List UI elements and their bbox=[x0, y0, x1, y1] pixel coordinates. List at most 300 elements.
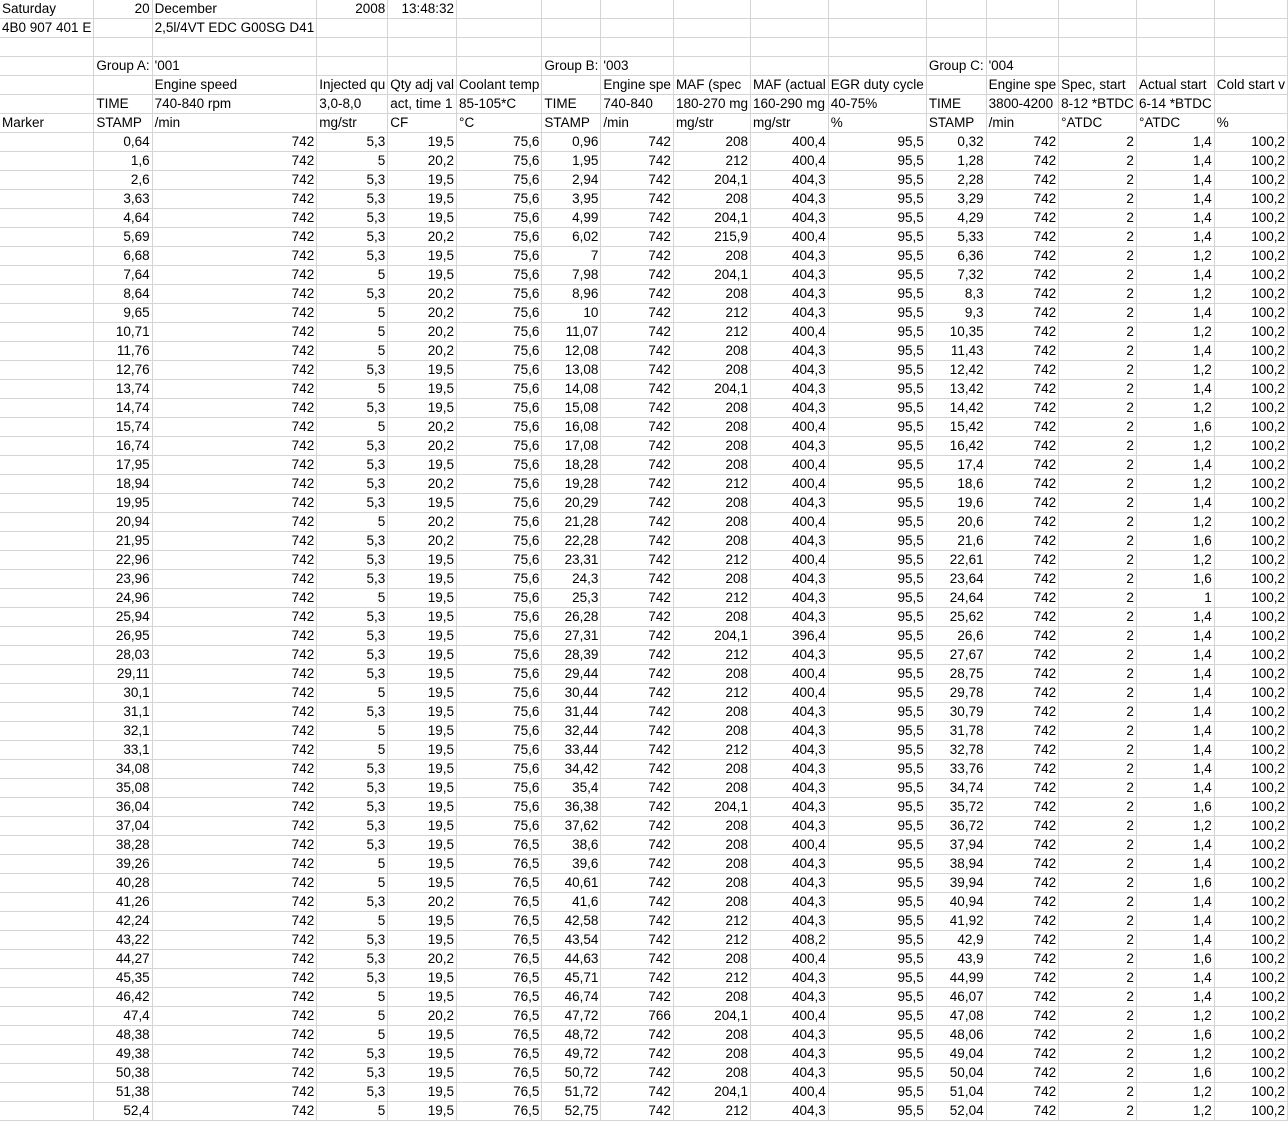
data-cell[interactable]: 212 bbox=[673, 912, 750, 931]
data-cell[interactable]: 2 bbox=[1059, 285, 1137, 304]
data-cell[interactable]: 100,2 bbox=[1214, 665, 1287, 684]
data-cell[interactable]: 742 bbox=[986, 456, 1059, 475]
data-cell[interactable] bbox=[0, 437, 94, 456]
header-cell[interactable] bbox=[601, 19, 674, 38]
data-cell[interactable]: 95,5 bbox=[828, 209, 926, 228]
data-cell[interactable]: 404,3 bbox=[751, 969, 829, 988]
header-cell[interactable]: 8-12 *BTDC bbox=[1059, 95, 1137, 114]
data-cell[interactable]: 25,62 bbox=[926, 608, 986, 627]
data-cell[interactable]: 400,4 bbox=[751, 133, 829, 152]
data-cell[interactable]: 95,5 bbox=[828, 855, 926, 874]
data-cell[interactable]: 43,9 bbox=[926, 950, 986, 969]
data-cell[interactable]: 2 bbox=[1059, 836, 1137, 855]
data-cell[interactable] bbox=[0, 190, 94, 209]
data-cell[interactable]: 742 bbox=[601, 285, 674, 304]
data-cell[interactable] bbox=[0, 703, 94, 722]
data-cell[interactable] bbox=[0, 304, 94, 323]
data-cell[interactable]: 16,74 bbox=[94, 437, 152, 456]
data-cell[interactable]: 2,6 bbox=[94, 171, 152, 190]
data-cell[interactable]: 27,31 bbox=[542, 627, 601, 646]
data-cell[interactable]: 48,38 bbox=[94, 1026, 152, 1045]
data-cell[interactable]: 95,5 bbox=[828, 817, 926, 836]
data-cell[interactable]: 5,3 bbox=[317, 399, 388, 418]
data-cell[interactable]: 30,79 bbox=[926, 703, 986, 722]
data-cell[interactable]: 75,6 bbox=[457, 475, 542, 494]
data-cell[interactable]: 5 bbox=[317, 1007, 388, 1026]
data-cell[interactable]: 404,3 bbox=[751, 247, 829, 266]
data-cell[interactable]: 208 bbox=[673, 342, 750, 361]
data-cell[interactable]: 742 bbox=[152, 817, 317, 836]
data-cell[interactable]: 5 bbox=[317, 912, 388, 931]
data-cell[interactable]: 46,42 bbox=[94, 988, 152, 1007]
data-cell[interactable]: 76,5 bbox=[457, 1045, 542, 1064]
data-cell[interactable]: 1,2 bbox=[1136, 475, 1214, 494]
data-cell[interactable]: 76,5 bbox=[457, 836, 542, 855]
data-cell[interactable] bbox=[0, 494, 94, 513]
data-cell[interactable]: 52,75 bbox=[542, 1102, 601, 1121]
data-cell[interactable]: 19,5 bbox=[388, 494, 457, 513]
data-cell[interactable]: 1,4 bbox=[1136, 912, 1214, 931]
data-cell[interactable]: 33,1 bbox=[94, 741, 152, 760]
data-cell[interactable] bbox=[0, 133, 94, 152]
data-cell[interactable]: 742 bbox=[601, 589, 674, 608]
data-cell[interactable]: 46,07 bbox=[926, 988, 986, 1007]
data-cell[interactable]: 19,5 bbox=[388, 1064, 457, 1083]
data-cell[interactable] bbox=[0, 513, 94, 532]
data-cell[interactable]: 19,5 bbox=[388, 399, 457, 418]
data-cell[interactable]: 742 bbox=[152, 190, 317, 209]
data-cell[interactable]: 5 bbox=[317, 323, 388, 342]
data-cell[interactable]: 95,5 bbox=[828, 1007, 926, 1026]
data-cell[interactable]: 95,5 bbox=[828, 703, 926, 722]
data-cell[interactable]: 8,3 bbox=[926, 285, 986, 304]
data-cell[interactable]: 26,6 bbox=[926, 627, 986, 646]
data-cell[interactable]: 212 bbox=[673, 741, 750, 760]
data-cell[interactable]: 75,6 bbox=[457, 380, 542, 399]
data-cell[interactable]: 95,5 bbox=[828, 1045, 926, 1064]
data-cell[interactable]: 100,2 bbox=[1214, 570, 1287, 589]
header-cell[interactable]: Coolant temp bbox=[457, 76, 542, 95]
data-cell[interactable]: 19,28 bbox=[542, 475, 601, 494]
data-cell[interactable]: 404,3 bbox=[751, 1045, 829, 1064]
data-cell[interactable]: 2 bbox=[1059, 361, 1137, 380]
data-cell[interactable]: 742 bbox=[152, 437, 317, 456]
data-cell[interactable]: 76,5 bbox=[457, 1026, 542, 1045]
header-cell[interactable] bbox=[542, 19, 601, 38]
data-cell[interactable]: 100,2 bbox=[1214, 532, 1287, 551]
data-cell[interactable]: 41,6 bbox=[542, 893, 601, 912]
data-cell[interactable]: 2 bbox=[1059, 703, 1137, 722]
data-cell[interactable]: 212 bbox=[673, 475, 750, 494]
data-cell[interactable]: 742 bbox=[152, 855, 317, 874]
data-cell[interactable]: 742 bbox=[152, 912, 317, 931]
header-cell[interactable]: Saturday bbox=[0, 0, 94, 19]
data-cell[interactable]: 742 bbox=[601, 418, 674, 437]
data-cell[interactable]: 36,38 bbox=[542, 798, 601, 817]
data-cell[interactable]: 75,6 bbox=[457, 779, 542, 798]
data-cell[interactable]: 400,4 bbox=[751, 152, 829, 171]
data-cell[interactable]: 396,4 bbox=[751, 627, 829, 646]
data-cell[interactable]: 742 bbox=[601, 380, 674, 399]
data-cell[interactable]: 1,2 bbox=[1136, 1102, 1214, 1121]
data-cell[interactable]: 1,4 bbox=[1136, 494, 1214, 513]
data-cell[interactable]: 742 bbox=[152, 741, 317, 760]
data-cell[interactable]: 44,99 bbox=[926, 969, 986, 988]
data-cell[interactable] bbox=[0, 380, 94, 399]
data-cell[interactable]: 5,33 bbox=[926, 228, 986, 247]
data-cell[interactable]: 408,2 bbox=[751, 931, 829, 950]
data-cell[interactable]: 212 bbox=[673, 931, 750, 950]
data-cell[interactable]: 75,6 bbox=[457, 228, 542, 247]
data-cell[interactable]: 400,4 bbox=[751, 836, 829, 855]
data-cell[interactable]: 400,4 bbox=[751, 950, 829, 969]
data-cell[interactable]: 742 bbox=[986, 475, 1059, 494]
data-cell[interactable] bbox=[0, 855, 94, 874]
data-cell[interactable]: 52,4 bbox=[94, 1102, 152, 1121]
data-cell[interactable]: 95,5 bbox=[828, 1064, 926, 1083]
header-cell[interactable] bbox=[388, 57, 457, 76]
data-cell[interactable]: 20,2 bbox=[388, 342, 457, 361]
data-cell[interactable]: 95,5 bbox=[828, 608, 926, 627]
data-cell[interactable]: 2 bbox=[1059, 133, 1137, 152]
data-cell[interactable]: 742 bbox=[601, 323, 674, 342]
header-cell[interactable] bbox=[986, 0, 1059, 19]
data-cell[interactable]: 32,1 bbox=[94, 722, 152, 741]
header-cell[interactable] bbox=[1214, 0, 1287, 19]
data-cell[interactable]: 208 bbox=[673, 950, 750, 969]
data-cell[interactable]: 404,3 bbox=[751, 893, 829, 912]
data-cell[interactable]: 5 bbox=[317, 380, 388, 399]
data-cell[interactable]: 208 bbox=[673, 190, 750, 209]
data-cell[interactable]: 212 bbox=[673, 152, 750, 171]
data-cell[interactable]: 20,2 bbox=[388, 513, 457, 532]
data-cell[interactable]: 2 bbox=[1059, 152, 1137, 171]
data-cell[interactable]: 208 bbox=[673, 247, 750, 266]
data-cell[interactable]: 100,2 bbox=[1214, 1007, 1287, 1026]
data-cell[interactable]: 1,6 bbox=[1136, 532, 1214, 551]
data-cell[interactable]: 100,2 bbox=[1214, 836, 1287, 855]
data-cell[interactable]: 2 bbox=[1059, 988, 1137, 1007]
header-cell[interactable]: 2,5l/4VT EDC G00SG D41 bbox=[152, 19, 317, 38]
data-cell[interactable]: 212 bbox=[673, 589, 750, 608]
data-cell[interactable]: 100,2 bbox=[1214, 760, 1287, 779]
data-cell[interactable]: 75,6 bbox=[457, 741, 542, 760]
data-cell[interactable]: 100,2 bbox=[1214, 1102, 1287, 1121]
data-cell[interactable]: 742 bbox=[152, 1064, 317, 1083]
data-cell[interactable]: 19,5 bbox=[388, 209, 457, 228]
header-cell[interactable]: '003 bbox=[601, 57, 674, 76]
data-cell[interactable]: 29,44 bbox=[542, 665, 601, 684]
data-cell[interactable] bbox=[0, 798, 94, 817]
data-cell[interactable]: 742 bbox=[986, 722, 1059, 741]
data-cell[interactable]: 404,3 bbox=[751, 988, 829, 1007]
data-cell[interactable]: 95,5 bbox=[828, 380, 926, 399]
data-cell[interactable]: 42,58 bbox=[542, 912, 601, 931]
data-cell[interactable] bbox=[0, 1064, 94, 1083]
data-cell[interactable]: 19,5 bbox=[388, 190, 457, 209]
data-cell[interactable]: 5 bbox=[317, 722, 388, 741]
data-cell[interactable]: 742 bbox=[152, 1083, 317, 1102]
header-cell[interactable]: 85-105*C bbox=[457, 95, 542, 114]
data-cell[interactable]: 742 bbox=[986, 399, 1059, 418]
data-cell[interactable]: 742 bbox=[601, 456, 674, 475]
data-cell[interactable]: 1 bbox=[1136, 589, 1214, 608]
header-cell[interactable] bbox=[1136, 38, 1214, 57]
data-cell[interactable]: 5 bbox=[317, 1026, 388, 1045]
data-cell[interactable]: 742 bbox=[152, 418, 317, 437]
data-cell[interactable]: 31,78 bbox=[926, 722, 986, 741]
data-cell[interactable]: 50,04 bbox=[926, 1064, 986, 1083]
data-cell[interactable]: 75,6 bbox=[457, 456, 542, 475]
data-cell[interactable]: 204,1 bbox=[673, 1083, 750, 1102]
data-cell[interactable]: 47,72 bbox=[542, 1007, 601, 1026]
data-cell[interactable]: 100,2 bbox=[1214, 608, 1287, 627]
data-cell[interactable]: 742 bbox=[986, 855, 1059, 874]
data-cell[interactable]: 400,4 bbox=[751, 1007, 829, 1026]
data-cell[interactable]: 1,2 bbox=[1136, 361, 1214, 380]
data-cell[interactable]: 19,5 bbox=[388, 1026, 457, 1045]
data-cell[interactable]: 100,2 bbox=[1214, 950, 1287, 969]
header-cell[interactable]: Cold start v bbox=[1214, 76, 1287, 95]
data-cell[interactable]: 742 bbox=[152, 532, 317, 551]
data-cell[interactable]: 400,4 bbox=[751, 228, 829, 247]
data-cell[interactable]: 19,5 bbox=[388, 380, 457, 399]
data-cell[interactable]: 4,64 bbox=[94, 209, 152, 228]
header-cell[interactable] bbox=[601, 38, 674, 57]
data-cell[interactable]: 742 bbox=[601, 912, 674, 931]
data-cell[interactable]: 76,5 bbox=[457, 950, 542, 969]
data-cell[interactable]: 22,61 bbox=[926, 551, 986, 570]
data-cell[interactable]: 742 bbox=[152, 228, 317, 247]
data-cell[interactable]: 2 bbox=[1059, 304, 1137, 323]
data-cell[interactable]: 404,3 bbox=[751, 722, 829, 741]
data-cell[interactable]: 75,6 bbox=[457, 513, 542, 532]
data-cell[interactable]: 1,2 bbox=[1136, 323, 1214, 342]
data-cell[interactable]: 76,5 bbox=[457, 1083, 542, 1102]
data-cell[interactable]: 75,6 bbox=[457, 361, 542, 380]
data-cell[interactable]: 95,5 bbox=[828, 266, 926, 285]
header-cell[interactable] bbox=[828, 19, 926, 38]
header-cell[interactable] bbox=[1214, 19, 1287, 38]
header-cell[interactable]: 180-270 mg bbox=[673, 95, 750, 114]
data-cell[interactable]: 1,4 bbox=[1136, 779, 1214, 798]
data-cell[interactable]: 95,5 bbox=[828, 570, 926, 589]
data-cell[interactable]: 404,3 bbox=[751, 532, 829, 551]
data-cell[interactable]: 1,4 bbox=[1136, 969, 1214, 988]
data-cell[interactable]: 3,95 bbox=[542, 190, 601, 209]
data-cell[interactable]: 742 bbox=[986, 133, 1059, 152]
data-cell[interactable]: 204,1 bbox=[673, 798, 750, 817]
data-cell[interactable]: 208 bbox=[673, 399, 750, 418]
data-cell[interactable]: 742 bbox=[601, 798, 674, 817]
header-cell[interactable]: 40-75% bbox=[828, 95, 926, 114]
data-cell[interactable]: 404,3 bbox=[751, 285, 829, 304]
data-cell[interactable]: 2 bbox=[1059, 171, 1137, 190]
data-cell[interactable]: 20,6 bbox=[926, 513, 986, 532]
data-cell[interactable]: 1,2 bbox=[1136, 1083, 1214, 1102]
data-cell[interactable]: 33,44 bbox=[542, 741, 601, 760]
data-cell[interactable]: 208 bbox=[673, 1026, 750, 1045]
data-cell[interactable]: 95,5 bbox=[828, 342, 926, 361]
data-cell[interactable]: 20,94 bbox=[94, 513, 152, 532]
header-cell[interactable]: '001 bbox=[152, 57, 317, 76]
data-cell[interactable]: 75,6 bbox=[457, 418, 542, 437]
data-cell[interactable]: 100,2 bbox=[1214, 285, 1287, 304]
data-cell[interactable]: 742 bbox=[986, 513, 1059, 532]
data-cell[interactable]: 20,2 bbox=[388, 304, 457, 323]
data-cell[interactable]: 742 bbox=[152, 646, 317, 665]
data-cell[interactable]: 5,3 bbox=[317, 1064, 388, 1083]
data-cell[interactable]: 100,2 bbox=[1214, 247, 1287, 266]
data-cell[interactable]: 100,2 bbox=[1214, 190, 1287, 209]
data-cell[interactable]: 1,4 bbox=[1136, 931, 1214, 950]
data-cell[interactable]: 404,3 bbox=[751, 646, 829, 665]
data-cell[interactable]: 100,2 bbox=[1214, 893, 1287, 912]
data-cell[interactable] bbox=[0, 741, 94, 760]
data-cell[interactable]: 19,5 bbox=[388, 760, 457, 779]
data-cell[interactable]: 1,6 bbox=[94, 152, 152, 171]
data-cell[interactable]: 742 bbox=[152, 133, 317, 152]
data-cell[interactable]: 766 bbox=[601, 1007, 674, 1026]
data-cell[interactable]: 742 bbox=[986, 247, 1059, 266]
data-cell[interactable]: 208 bbox=[673, 779, 750, 798]
data-cell[interactable]: 95,5 bbox=[828, 513, 926, 532]
data-cell[interactable]: 5 bbox=[317, 741, 388, 760]
data-cell[interactable]: 9,3 bbox=[926, 304, 986, 323]
data-cell[interactable]: 5,3 bbox=[317, 779, 388, 798]
data-cell[interactable]: 5 bbox=[317, 1102, 388, 1121]
data-cell[interactable]: 6,36 bbox=[926, 247, 986, 266]
data-cell[interactable]: 19,5 bbox=[388, 741, 457, 760]
data-cell[interactable]: 2 bbox=[1059, 532, 1137, 551]
data-cell[interactable]: 208 bbox=[673, 608, 750, 627]
data-cell[interactable]: 742 bbox=[986, 1045, 1059, 1064]
data-cell[interactable]: 742 bbox=[152, 570, 317, 589]
data-cell[interactable]: 208 bbox=[673, 456, 750, 475]
data-cell[interactable]: 742 bbox=[152, 760, 317, 779]
data-cell[interactable]: 34,74 bbox=[926, 779, 986, 798]
data-cell[interactable]: 5 bbox=[317, 855, 388, 874]
data-cell[interactable]: 742 bbox=[601, 437, 674, 456]
data-cell[interactable]: 742 bbox=[986, 1102, 1059, 1121]
data-cell[interactable]: 2 bbox=[1059, 494, 1137, 513]
data-cell[interactable]: 95,5 bbox=[828, 304, 926, 323]
data-cell[interactable]: 100,2 bbox=[1214, 684, 1287, 703]
data-cell[interactable]: 212 bbox=[673, 969, 750, 988]
data-cell[interactable]: 23,31 bbox=[542, 551, 601, 570]
data-cell[interactable]: 742 bbox=[986, 798, 1059, 817]
data-cell[interactable]: 19,5 bbox=[388, 608, 457, 627]
data-cell[interactable]: 19,5 bbox=[388, 1102, 457, 1121]
data-cell[interactable]: 212 bbox=[673, 646, 750, 665]
data-cell[interactable]: 742 bbox=[986, 589, 1059, 608]
data-cell[interactable]: 5,3 bbox=[317, 760, 388, 779]
data-cell[interactable]: 404,3 bbox=[751, 703, 829, 722]
data-cell[interactable]: 19,5 bbox=[388, 133, 457, 152]
data-cell[interactable]: 34,08 bbox=[94, 760, 152, 779]
data-cell[interactable]: 2 bbox=[1059, 798, 1137, 817]
data-cell[interactable] bbox=[0, 323, 94, 342]
data-cell[interactable]: 95,5 bbox=[828, 760, 926, 779]
data-cell[interactable]: 212 bbox=[673, 684, 750, 703]
data-cell[interactable]: 1,6 bbox=[1136, 1064, 1214, 1083]
data-cell[interactable]: 742 bbox=[152, 893, 317, 912]
data-cell[interactable]: 1,95 bbox=[542, 152, 601, 171]
data-cell[interactable]: 208 bbox=[673, 703, 750, 722]
data-cell[interactable]: 208 bbox=[673, 437, 750, 456]
data-cell[interactable]: 12,76 bbox=[94, 361, 152, 380]
data-cell[interactable]: 100,2 bbox=[1214, 741, 1287, 760]
data-cell[interactable]: 36,04 bbox=[94, 798, 152, 817]
data-cell[interactable]: 95,5 bbox=[828, 1026, 926, 1045]
data-cell[interactable]: 0,32 bbox=[926, 133, 986, 152]
data-cell[interactable]: 5,3 bbox=[317, 247, 388, 266]
data-cell[interactable]: 20,2 bbox=[388, 228, 457, 247]
data-cell[interactable]: 1,4 bbox=[1136, 703, 1214, 722]
data-cell[interactable]: 742 bbox=[601, 171, 674, 190]
data-cell[interactable]: 28,03 bbox=[94, 646, 152, 665]
header-cell[interactable] bbox=[94, 38, 152, 57]
data-cell[interactable]: 76,5 bbox=[457, 855, 542, 874]
data-cell[interactable]: 19,5 bbox=[388, 798, 457, 817]
data-cell[interactable]: 95,5 bbox=[828, 798, 926, 817]
data-cell[interactable]: 31,1 bbox=[94, 703, 152, 722]
data-cell[interactable]: 2 bbox=[1059, 608, 1137, 627]
data-cell[interactable]: 95,5 bbox=[828, 494, 926, 513]
data-cell[interactable] bbox=[0, 589, 94, 608]
header-cell[interactable]: TIME bbox=[926, 95, 986, 114]
data-cell[interactable]: 404,3 bbox=[751, 342, 829, 361]
data-cell[interactable]: 75,6 bbox=[457, 133, 542, 152]
data-cell[interactable]: 2 bbox=[1059, 342, 1137, 361]
header-cell[interactable]: Actual start bbox=[1136, 76, 1214, 95]
data-cell[interactable]: 100,2 bbox=[1214, 722, 1287, 741]
data-cell[interactable]: 742 bbox=[601, 760, 674, 779]
data-cell[interactable]: 95,5 bbox=[828, 988, 926, 1007]
data-cell[interactable]: 37,94 bbox=[926, 836, 986, 855]
header-cell[interactable] bbox=[926, 38, 986, 57]
data-cell[interactable]: 208 bbox=[673, 418, 750, 437]
data-cell[interactable]: 204,1 bbox=[673, 171, 750, 190]
data-cell[interactable]: 404,3 bbox=[751, 855, 829, 874]
data-cell[interactable]: 19,6 bbox=[926, 494, 986, 513]
data-cell[interactable]: 51,38 bbox=[94, 1083, 152, 1102]
data-cell[interactable]: 49,04 bbox=[926, 1045, 986, 1064]
header-cell[interactable]: /min bbox=[986, 114, 1059, 133]
data-cell[interactable]: 18,94 bbox=[94, 475, 152, 494]
header-cell[interactable]: 2008 bbox=[317, 0, 388, 19]
data-cell[interactable]: 208 bbox=[673, 133, 750, 152]
data-cell[interactable]: 2 bbox=[1059, 684, 1137, 703]
data-cell[interactable]: 95,5 bbox=[828, 969, 926, 988]
data-cell[interactable]: 2 bbox=[1059, 855, 1137, 874]
data-cell[interactable]: 100,2 bbox=[1214, 342, 1287, 361]
data-cell[interactable]: 400,4 bbox=[751, 513, 829, 532]
data-cell[interactable]: 0,64 bbox=[94, 133, 152, 152]
data-cell[interactable]: 75,6 bbox=[457, 209, 542, 228]
header-cell[interactable]: 160-290 mg bbox=[751, 95, 829, 114]
data-cell[interactable]: 742 bbox=[601, 1026, 674, 1045]
data-cell[interactable]: 13,74 bbox=[94, 380, 152, 399]
data-cell[interactable]: 75,6 bbox=[457, 190, 542, 209]
data-cell[interactable] bbox=[0, 171, 94, 190]
header-cell[interactable] bbox=[542, 0, 601, 19]
header-cell[interactable]: STAMP bbox=[926, 114, 986, 133]
data-cell[interactable]: 742 bbox=[152, 988, 317, 1007]
data-cell[interactable]: 742 bbox=[986, 209, 1059, 228]
data-cell[interactable]: 25,94 bbox=[94, 608, 152, 627]
data-cell[interactable]: 400,4 bbox=[751, 456, 829, 475]
